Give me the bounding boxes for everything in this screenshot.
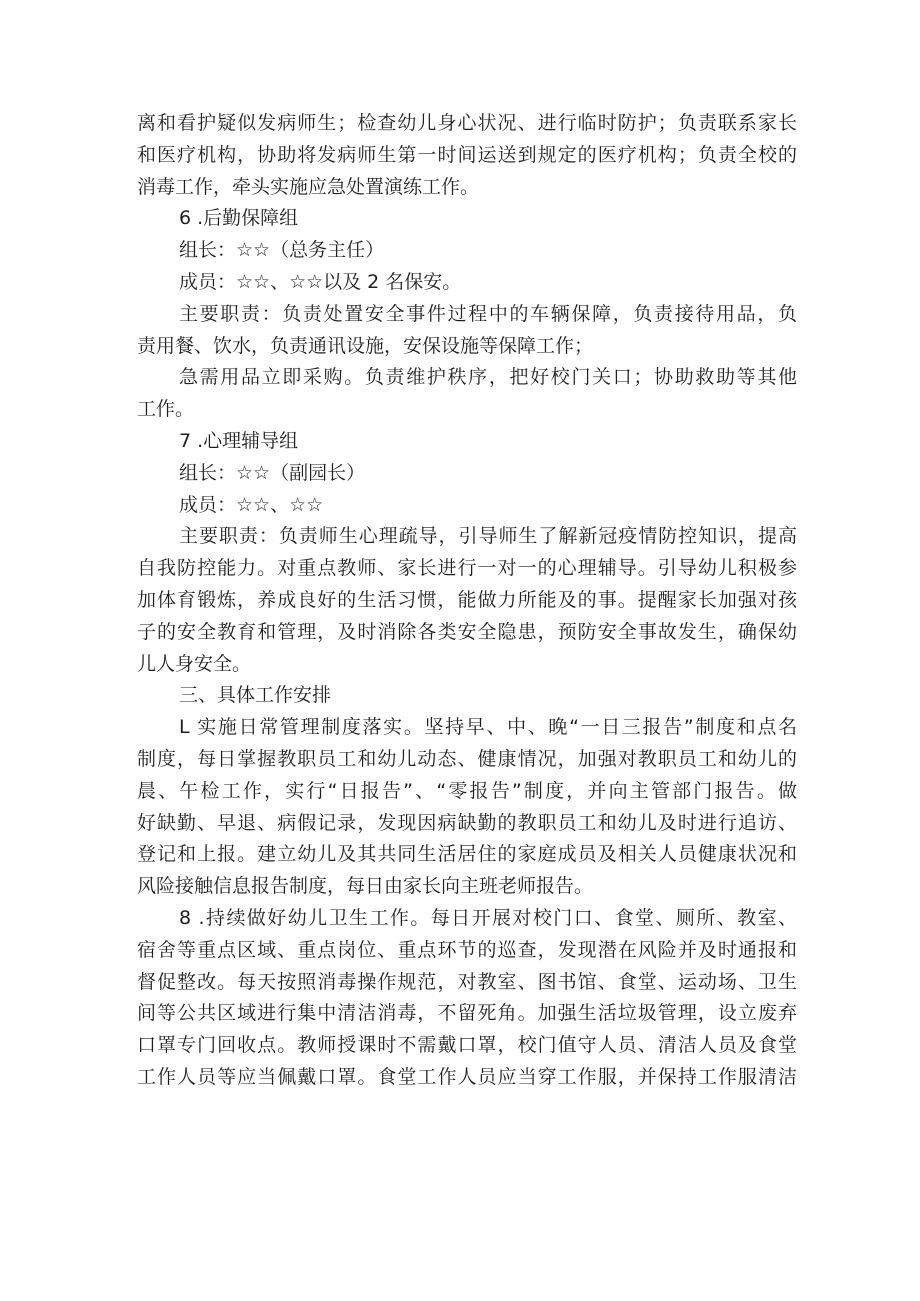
- text-line: 制度，每日掌握教职员工和幼儿动态、健康情况，加强对教职员工和幼儿的: [137, 747, 797, 770]
- text-line: 督促整改。每天按照消毒操作规范，对教室、图书馆、食堂、运动场、卫生: [137, 970, 797, 993]
- text-line: 登记和上报。建立幼儿及其共同生活居住的家庭成员及相关人员健康状况和: [137, 843, 797, 866]
- text-line: 急需用品立即采购。负责维护秩序，把好校门关口；协助救助等其他: [179, 366, 797, 389]
- text-line: 主要职责：负责处置安全事件过程中的车辆保障，负责接待用品，负: [179, 302, 797, 325]
- document-body: [137, 108, 797, 1094]
- text-line: 子的安全教育和管理，及时消除各类安全隐患，预防安全事故发生，确保幼: [137, 620, 797, 643]
- text-line: 儿人身安全。: [137, 652, 252, 675]
- text-line: 6 .后勤保障组: [179, 207, 299, 230]
- text-line: 加体育锻炼，养成良好的生活习惯，能做力所能及的事。提醒家长加强对孩: [137, 588, 797, 611]
- text-line: 好缺勤、早退、病假记录，发现因病缺勤的教职员工和幼儿及时进行追访、: [137, 811, 797, 834]
- text-line: 自我防控能力。对重点教师、家长进行一对一的心理辅导。引导幼儿积极参: [137, 557, 797, 580]
- text-line: 组长：☆☆（副园长）: [179, 461, 366, 484]
- text-line: L 实施日常管理制度落实。坚持早、中、晚“一日三报告”制度和点名: [179, 716, 797, 739]
- text-line: 主要职责：负责师生心理疏导，引导师生了解新冠疫情防控知识，提高: [179, 525, 797, 548]
- text-line: 成员：☆☆、☆☆: [179, 493, 324, 516]
- text-line: 工作人员等应当佩戴口罩。食堂工作人员应当穿工作服，并保持工作服清洁: [137, 1065, 797, 1088]
- text-line: 风险接触信息报告制度，每日由家长向主班老师报告。: [137, 875, 594, 898]
- text-line: 责用餐、饮水，负责通讯设施，安保设施等保障工作；: [137, 334, 594, 357]
- text-line: 和医疗机构，协助将发病师生第一时间运送到规定的医疗机构；负责全校的: [137, 143, 797, 166]
- text-line: 间等公共区域进行集中清洁消毒，不留死角。加强生活垃圾管理，设立废弃: [137, 1002, 797, 1025]
- text-line: 工作。: [137, 398, 195, 421]
- text-line: 口罩专门回收点。教师授课时不需戴口罩，校门值守人员、清洁人员及食堂: [137, 1034, 797, 1057]
- text-line: 组长：☆☆（总务主任）: [179, 239, 385, 262]
- text-line: 8 .持续做好幼儿卫生工作。每日开展对校门口、食堂、厕所、教室、: [179, 906, 797, 929]
- text-line: 消毒工作，牵头实施应急处置演练工作。: [137, 175, 480, 198]
- text-line: 7 .心理辅导组: [179, 429, 299, 452]
- text-line: 离和看护疑似发病师生；检查幼儿身心状况、进行临时防护；负责联系家长: [137, 112, 797, 134]
- text-line: 晨、午检工作，实行“日报告”、“零报告”制度，并向主管部门报告。做: [137, 779, 797, 802]
- text-line: 成员：☆☆、☆☆以及 2 名保安。: [179, 270, 462, 293]
- text-line: 宿舍等重点区域、重点岗位、重点环节的巡查，发现潜在风险并及时通报和: [137, 938, 797, 961]
- text-line: 三、具体工作安排: [179, 684, 332, 707]
